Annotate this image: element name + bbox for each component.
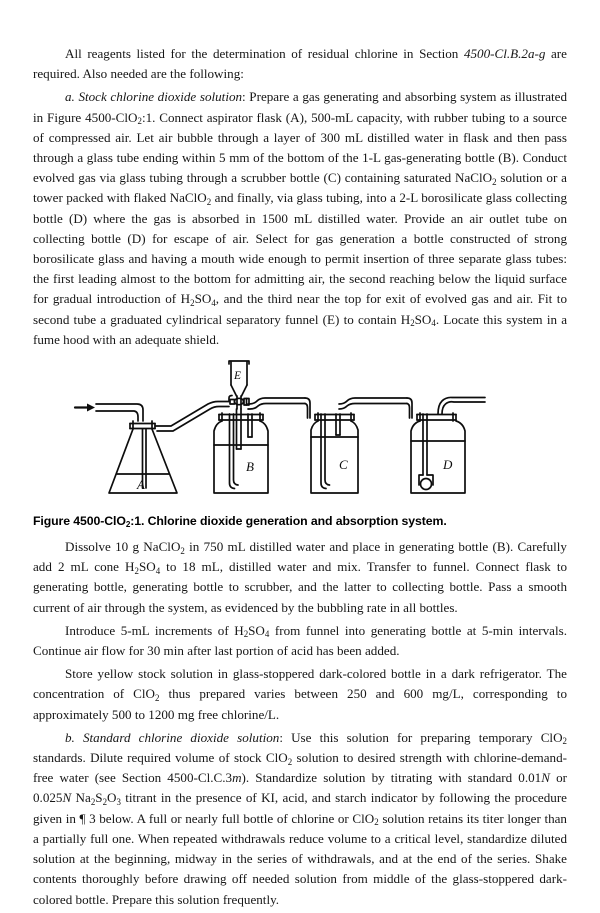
text-run: All reagents listed for the determination of residual chlorine in Section	[65, 46, 464, 61]
italic-run: m	[232, 770, 242, 786]
separatory-funnel-e	[229, 361, 249, 409]
text-run: Introduce 5-mL increments of H	[65, 622, 244, 638]
label-bottle-d: D	[443, 457, 453, 473]
subscript: 2	[562, 736, 567, 747]
text-run: thus prepared varies between 250 and 600 mg/L, corresponding to approximately 500 to 1200 mg free chlorine/L.	[33, 686, 567, 722]
subscript: 2	[90, 796, 96, 807]
text-run: . Locate this system in a fume hood with an adequate shield.	[33, 311, 568, 347]
subscript: 2	[374, 817, 379, 828]
inlet-tube-to-flask	[96, 404, 143, 421]
subscript: 2	[287, 756, 293, 767]
paragraph-stock-solution	[33, 87, 567, 350]
text-run: and finally, via glass tubing, into a 2-L borosilicate glass collecting bottle (D) where the gas is absorbed in 1500 mL distilled water. Provide an air outlet tube on collecting bottle (D) for escape of air. Select for gas generation a bottle constructed of strong borosilicate glass and having a mouth wide enough to permit insertion of three separate glass tubes: the first leading almost to the bottom for admitting air, the second reaching below the liquid surface for gradual introduction of H	[33, 190, 567, 307]
text-run: ). Standardize solution by titrating with standard 0.01	[241, 770, 542, 786]
text-run: in 750 mL distilled water and place in generating bottle (B). Carefully add 2 mL cone H	[33, 539, 567, 575]
bottle-b	[214, 409, 268, 493]
text-run: SO	[414, 311, 432, 327]
label-flask-a: A	[137, 477, 145, 493]
paragraph-introduce-increments	[33, 621, 567, 661]
subscript: 2	[492, 176, 497, 187]
subscript: 4	[431, 318, 436, 329]
subscript: 2	[190, 297, 195, 308]
text-run: from funnel into generating bottle at 5-min intervals. Continue air flow for 30 min after last portion of acid has been added.	[33, 622, 567, 659]
text-run: to 18 mL, distilled water and mix. Transfer to funnel. Connect flask to generating bottle, generating bottle to scrubber, and the latter to collecting bottle. Pass a smooth current of air through the system, as evidenced by the bubbling rate in all bottles.	[33, 559, 568, 615]
bottle-d	[411, 413, 465, 493]
subscript: 4	[264, 629, 270, 640]
text-run: Figure 4500-ClO	[33, 514, 126, 529]
bottle-c	[311, 413, 358, 493]
subscript: 2	[180, 545, 185, 556]
air-outlet-tube	[438, 397, 485, 414]
text-run: Store yellow stock solution in glass-stoppered dark-colored bottle in a dark refrigerator. The concentration of ClO	[33, 666, 567, 702]
text-run: solution to desired strength with chlorine-demand-free water (see Section 4500-Cl.C.3	[33, 750, 567, 786]
text-run: S	[95, 790, 103, 806]
apparatus-svg	[33, 357, 567, 509]
section-reference: 4500-Cl.B.2a-g	[463, 46, 546, 61]
text-run: solution retains its titer longer than a partially full one. When repeated withdrawals reduce volume to a critical level, standardize diluted solution at the beginning, midway in the series of withdrawals, and at the end of the series. Shake contents thoroughly before drawing off needed solution from middle of the glass-stoppered dark-colored bottle. Prepare this solution frequently.	[33, 810, 567, 907]
subscript: 2	[137, 116, 142, 127]
text-run: : Prepare a gas generating and absorbing system as illustrated in Figure 4500-ClO	[33, 89, 567, 125]
italic-run: N	[62, 790, 72, 806]
spacer	[33, 529, 567, 537]
figure-apparatus-diagram	[33, 357, 567, 509]
label-bottle-c: C	[339, 457, 348, 473]
tube-a-to-b	[155, 396, 232, 432]
text-run: are required. Also needed are the following:	[33, 46, 567, 82]
subsection-label-b: b. Standard chlorine dioxide solution	[65, 729, 280, 745]
subscript: 2	[410, 318, 415, 329]
subscript: 3	[116, 796, 121, 807]
subsection-label-a: a. Stock chlorine dioxide solution	[65, 89, 243, 105]
text-run: solution or a tower packed with flaked NaClO	[33, 170, 567, 206]
text-run: standards. Dilute required volume of stock ClO	[33, 750, 288, 766]
text-run: or 0.025	[33, 770, 567, 806]
subscript: 4	[155, 565, 161, 576]
text-run: SO	[138, 559, 156, 575]
text-run: :1. Connect aspirator flask (A), 500-mL capacity, with rubber tubing to a source of compressed air. Let air bubble through a layer of 300 mL distilled water in flask and then pass through a glass tube ending within 5 mm of the bottom of the 1-L gas-generating bottle (B). Conduct evolved gas via glass tubing through a scrubber bottle (C) containing saturated NaClO	[33, 109, 567, 186]
label-bottle-b: B	[246, 459, 254, 475]
paragraph-standard-solution	[33, 728, 567, 910]
subscript: 2	[206, 196, 212, 207]
text-run: titrant in the presence of KI, acid, and starch indicator by following the procedure given in ¶ 3 below. A full or nearly full bottle of chlorine or ClO	[33, 790, 567, 826]
text-run: O	[107, 790, 117, 806]
italic-run: N	[541, 770, 550, 786]
text-run: Na	[71, 790, 91, 806]
text-run: : Use this solution for preparing temporary ClO	[279, 729, 563, 745]
subscript: 2	[102, 796, 108, 807]
air-inlet-arrow	[75, 404, 95, 412]
paragraph-store-solution	[33, 664, 567, 725]
text-run: , and the third near the top for exit of evolved gas and air. Fit to second tube a graduated cylindrical separatory funnel (E) to contain H	[33, 291, 567, 327]
figure-caption	[33, 513, 567, 529]
label-funnel-e: E	[234, 370, 242, 383]
subscript: 2	[134, 565, 139, 576]
text-run: Dissolve 10 g NaClO	[65, 539, 181, 555]
subscript: 2	[125, 520, 131, 530]
text-run: SO	[248, 622, 265, 638]
paragraph-reagents	[33, 44, 567, 84]
subscript: 2	[243, 629, 249, 640]
text-run: :1. Chlorine dioxide generation and absorption system.	[130, 514, 447, 529]
paragraph-dissolve	[33, 537, 567, 618]
subscript: 2	[155, 692, 160, 703]
text-run: SO	[194, 291, 212, 307]
subscript: 4	[211, 297, 216, 308]
